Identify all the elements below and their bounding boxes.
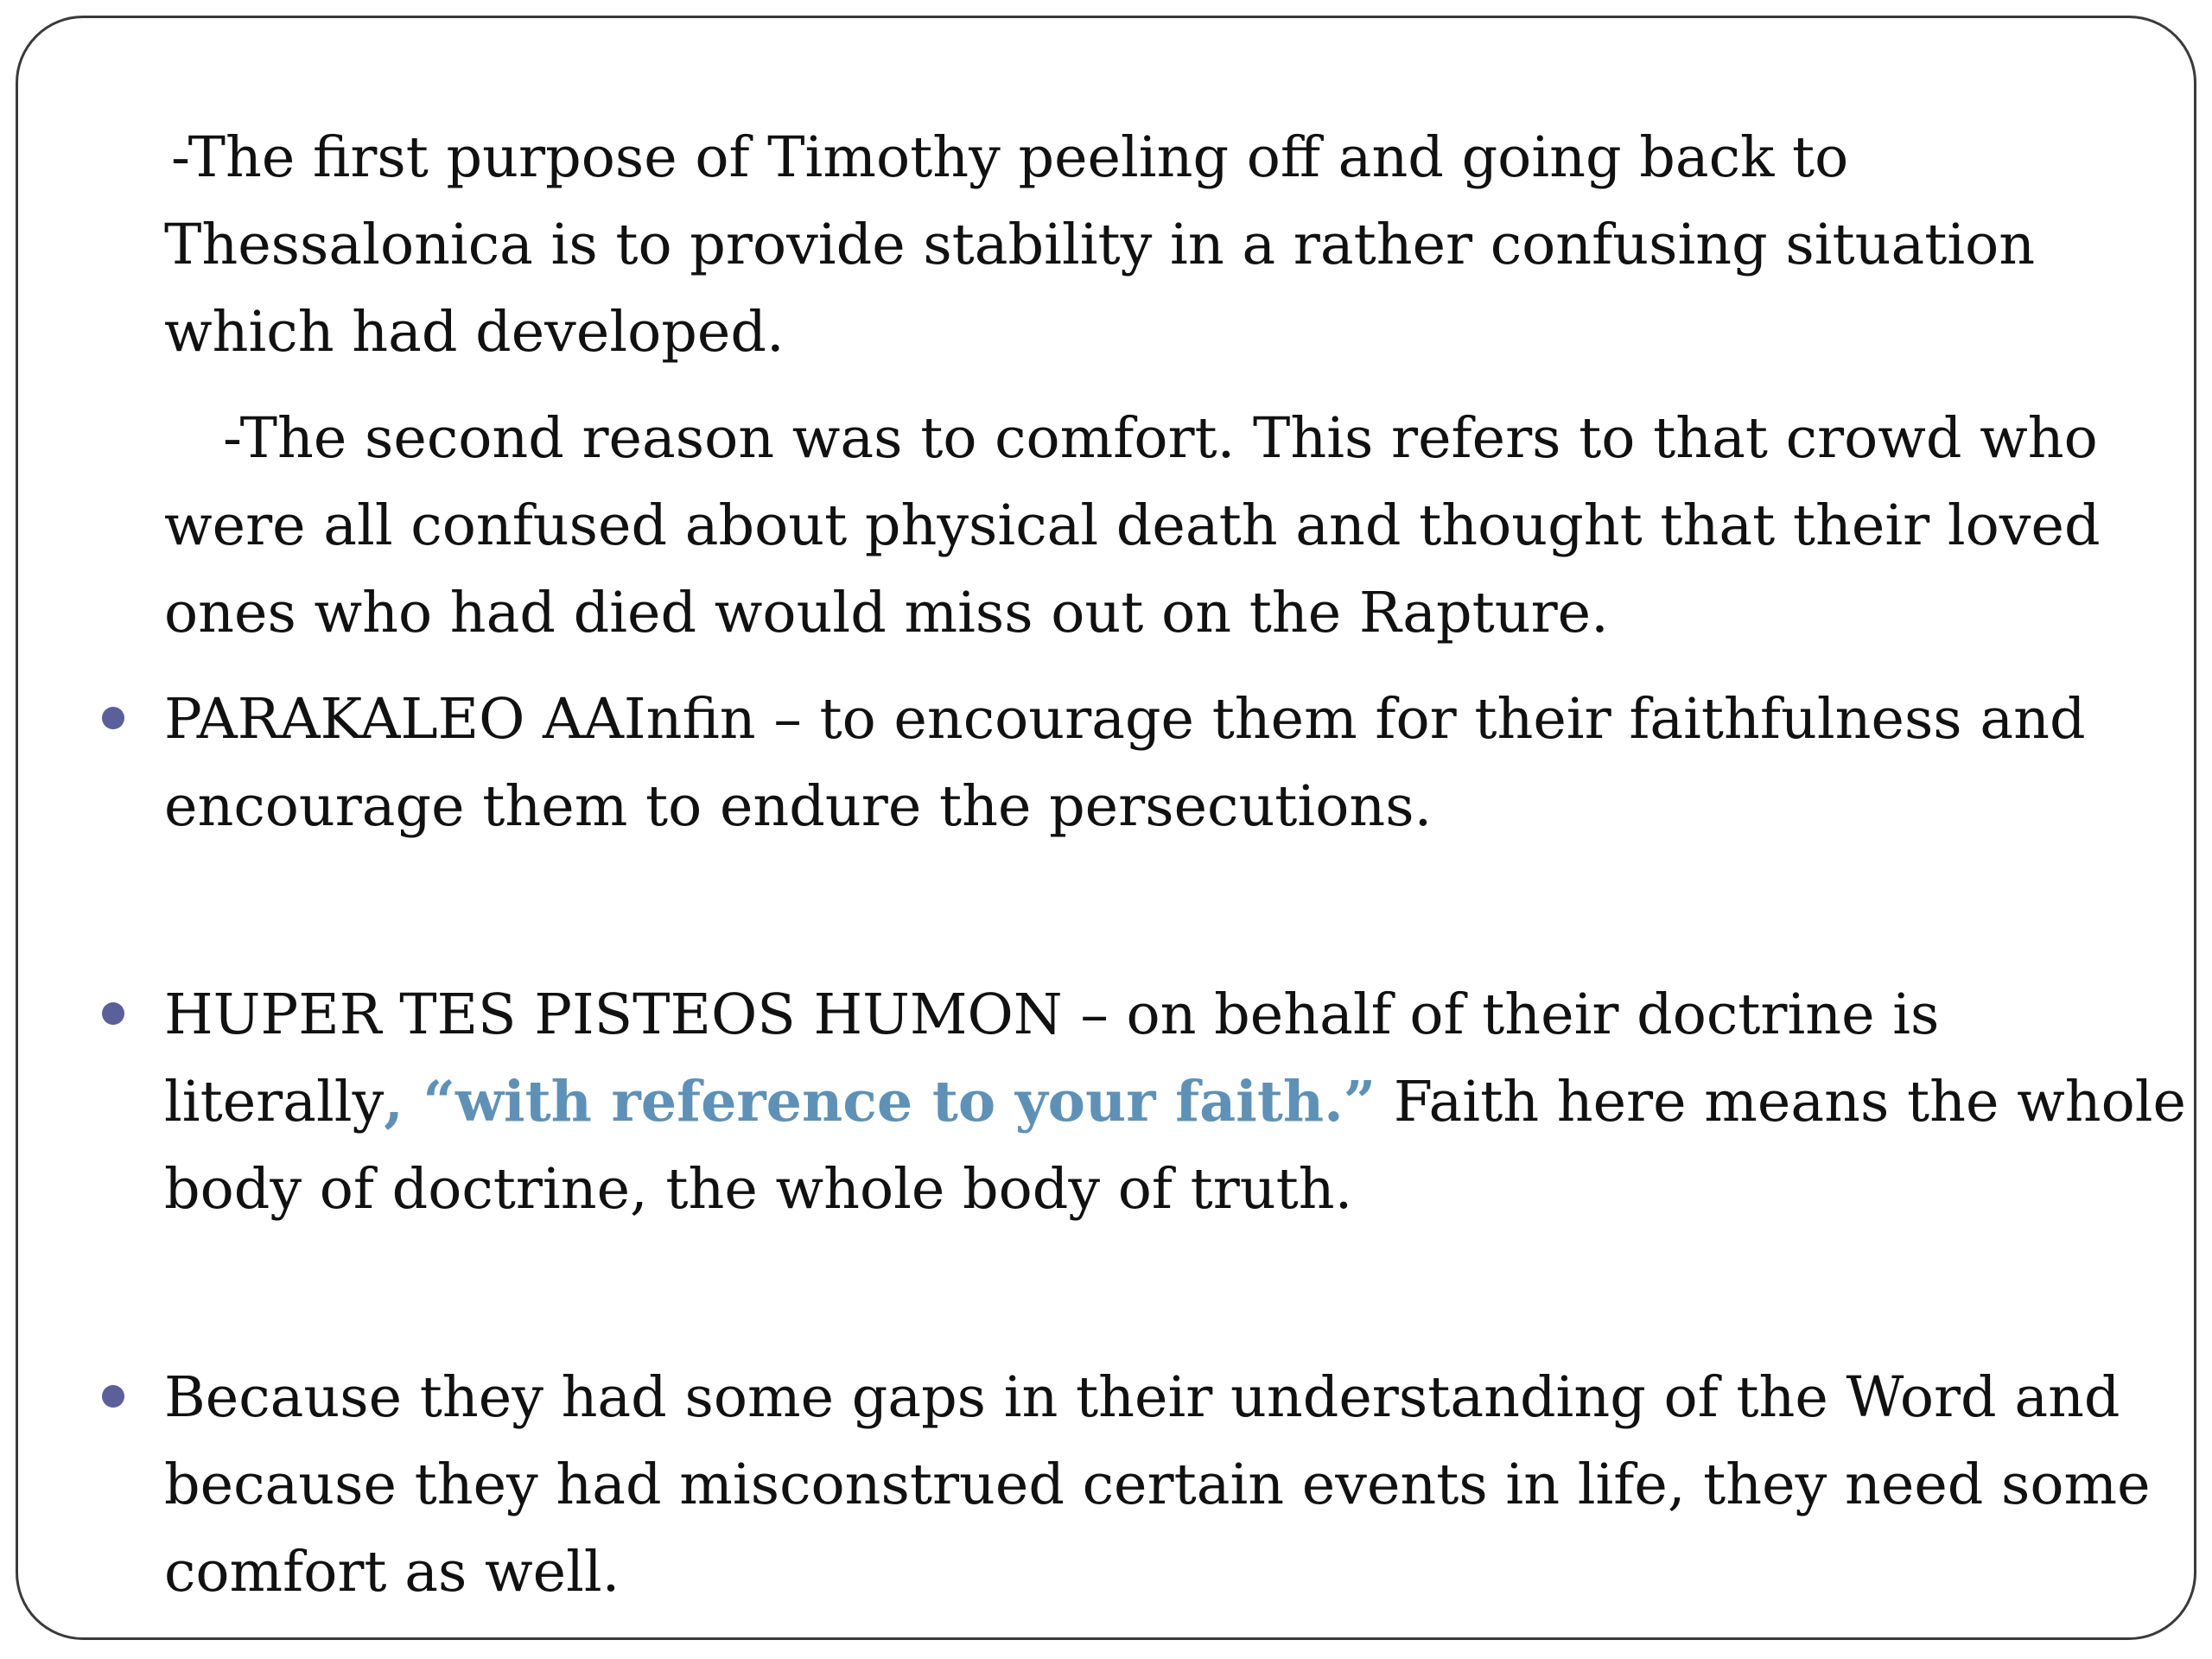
- bullet-icon: [102, 1385, 124, 1408]
- bullet-icon: [102, 707, 124, 729]
- paragraph-first-purpose: -The first purpose of Timothy peeling off and going back to Thessalonica is to provide stability in a rather confusing situation which had developed.: [164, 125, 2036, 365]
- bullet-icon: [102, 1002, 124, 1025]
- bullet-text: PARAKALEO AAInfin – to encourage them for their faithfulness and encourage them to endure the persecutions.: [164, 687, 2086, 839]
- paragraph-second-reason: -The second reason was to comfort. This refers to that crowd who were all confused about physical death and thought that their loved ones who had died would miss out on the Rapture.: [164, 406, 2101, 645]
- bullet-text-after: Faith here means the whole body of doctrine, the whole body of truth.: [164, 1070, 2186, 1222]
- bullet-text-before: HUPER TES PISTEOS HUMON – on behalf of their doctrine is literally: [164, 982, 1940, 1135]
- bullet-item-comfort: [164, 1354, 2186, 1616]
- slide-body: [164, 114, 2186, 1616]
- bullet-text: Because they had some gaps in their understanding of the Word and because they had misconstrued certain events in life, they need some comfort as well.: [164, 1365, 2151, 1605]
- bullet-item-parakaleo: [164, 676, 2186, 850]
- emphasized-quote: , “with reference to your faith.”: [384, 1069, 1376, 1135]
- bullet-item-huper-tes-pisteos: [164, 971, 2186, 1233]
